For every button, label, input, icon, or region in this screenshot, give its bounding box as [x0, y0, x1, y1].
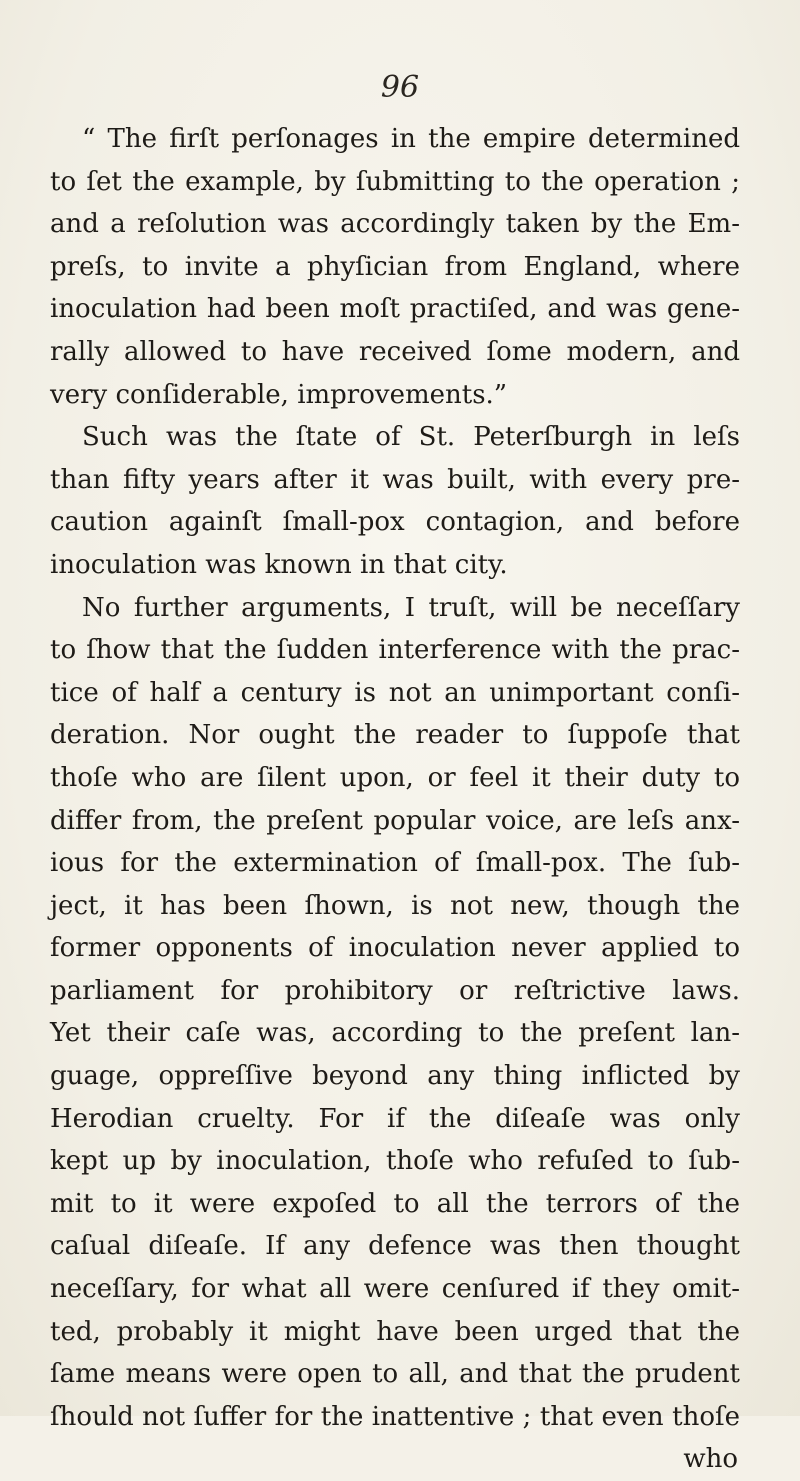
text-line: preſs, to invite a phyſician from England, where: [50, 251, 740, 282]
text-line: No further arguments, I truſt, will be neceſſary: [82, 592, 740, 623]
text-line: inoculation was known in that city.: [50, 549, 508, 580]
text-line: Yet their caſe was, according to the preſent lan-: [50, 1018, 740, 1049]
text-line: ious for the extermination of ſmall-pox. The ſub-: [50, 848, 740, 879]
text-line: ted, probably it might have been urged that the: [50, 1316, 740, 1347]
text-line: guage, oppreſſive beyond any thing inflicted by: [50, 1061, 740, 1092]
text-line: tice of half a century is not an unimportant conſi-: [50, 677, 740, 708]
text-line: parliament for prohibitory or reſtrictive laws.: [50, 975, 740, 1006]
text-line: very conſiderable, improvements.”: [50, 379, 508, 410]
text-line: caution againſt ſmall-pox contagion, and before: [50, 507, 740, 538]
text-line: ject, it has been ſhown, is not new, though the: [50, 890, 740, 921]
text-line: ſhould not ſuffer for the inattentive ; that even thoſe: [50, 1401, 740, 1432]
text-line: Such was the ſtate of St. Peterſburgh in leſs: [82, 422, 740, 453]
text-line: differ from, the preſent popular voice, are leſs anx-: [50, 805, 740, 836]
body-text: [50, 118, 740, 1481]
text-line: than fifty years after it was built, with every pre-: [50, 464, 740, 495]
text-line: caſual diſeaſe. If any defence was then thought: [50, 1231, 740, 1262]
text-line: Herodian cruelty. For if the diſeaſe was only: [50, 1103, 740, 1134]
text-line: rally allowed to have received ſome modern, and: [50, 336, 740, 367]
text-line: ſame means were open to all, and that the prudent: [50, 1359, 740, 1390]
catchword: who: [683, 1444, 738, 1475]
text-line: former opponents of inoculation never applied to: [50, 933, 740, 964]
text-line: inoculation had been moſt practiſed, and was gene-: [50, 294, 740, 325]
text-line: mit to it were expoſed to all the terrors of the: [50, 1188, 740, 1219]
page-number: 96: [380, 70, 420, 105]
text-line: deration. Nor ought the reader to ſuppoſe that: [50, 720, 740, 751]
text-line: neceſſary, for what all were cenſured if they omit-: [50, 1274, 740, 1305]
text-line: to ſet the example, by ſubmitting to the operation ;: [50, 166, 740, 197]
text-line: kept up by inoculation, thoſe who refuſed to ſub-: [50, 1146, 740, 1177]
text-line: thoſe who are ſilent upon, or feel it their duty to: [50, 762, 740, 793]
text-line: “ The firſt perſonages in the empire determined: [82, 124, 740, 154]
text-line: and a reſolution was accordingly taken by the Em-: [50, 209, 740, 240]
text-line: to ſhow that the ſudden interference with the prac-: [50, 635, 740, 666]
